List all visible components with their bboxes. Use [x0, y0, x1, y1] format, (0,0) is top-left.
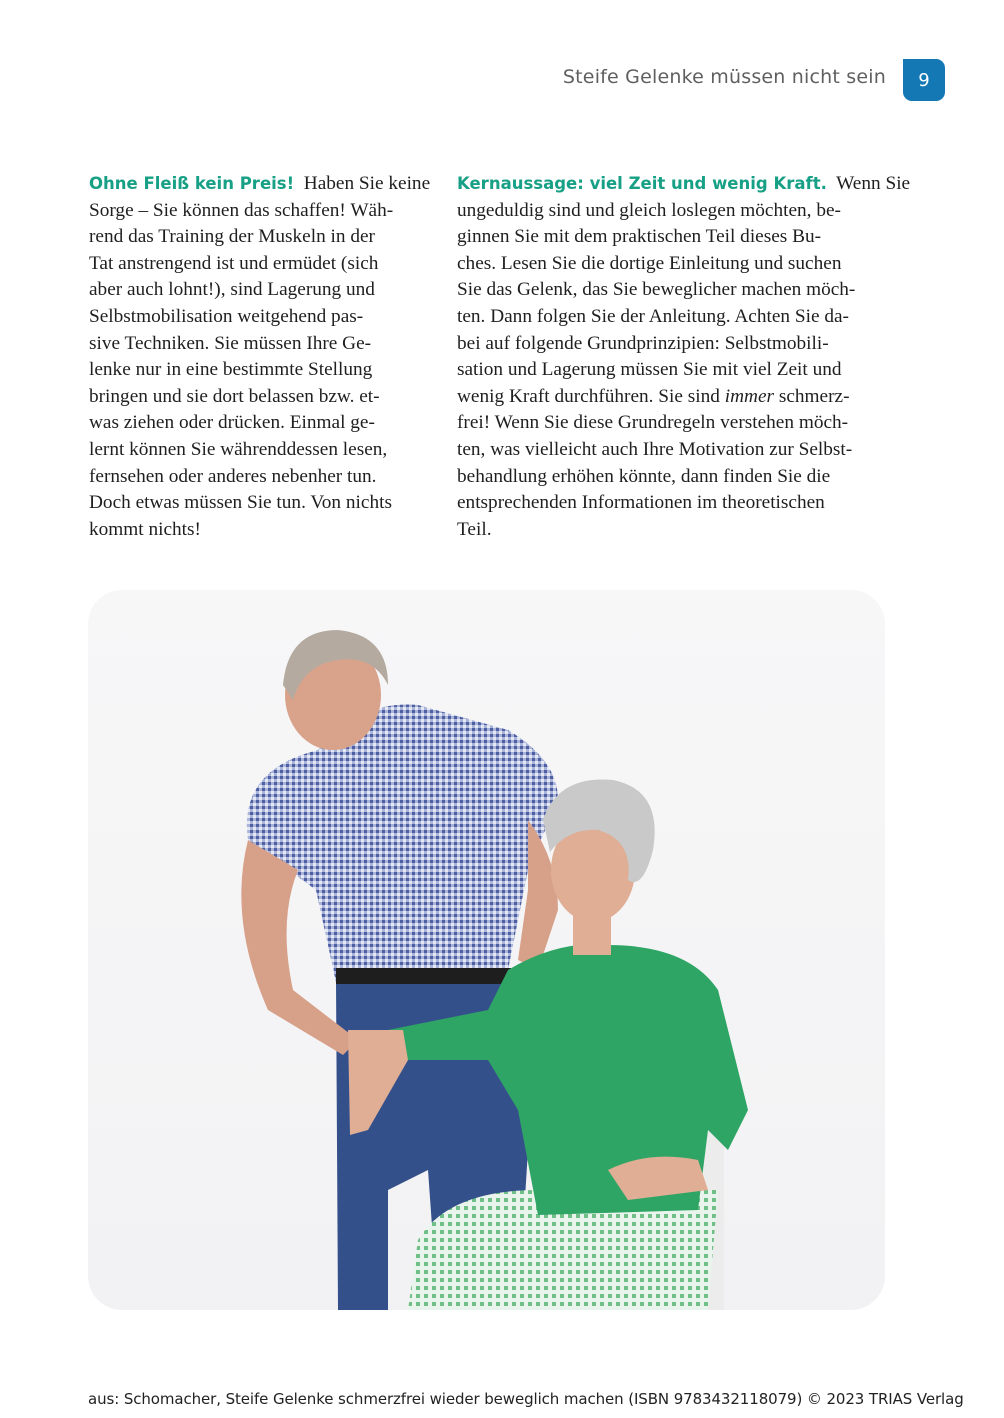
source-caption: aus: Schomacher, Steife Gelenke schmerzfrei wieder beweglich machen (ISBN 9783432118079) © 2023 TRIAS Verlag	[88, 1390, 964, 1408]
left-line: fernsehen oder anderes nebenher tun.	[89, 465, 377, 487]
right-line: ten. Dann folgen Sie der Anleitung. Achten Sie da-	[457, 305, 849, 327]
right-line-emphasis	[457, 384, 889, 411]
person-photo-icon	[88, 590, 885, 1310]
left-line-0: Haben Sie keine	[303, 173, 431, 194]
right-line: Sie das Gelenk, das Sie beweglicher machen möch-	[457, 279, 856, 301]
left-line: was ziehen oder drücken. Einmal ge-	[89, 412, 375, 434]
right-line: bei auf folgende Grundprinzipien: Selbstmobili-	[457, 332, 829, 354]
left-line: Doch etwas müssen Sie tun. Von nichts	[89, 492, 392, 514]
woman-neck	[573, 915, 611, 955]
left-line: aber auch lohnt!), sind Lagerung und	[89, 279, 375, 301]
left-line: lernt können Sie währenddessen lesen,	[89, 438, 388, 460]
right-line: ungeduldig sind und gleich loslegen möchten, be-	[457, 199, 841, 221]
right-line: ten, was vielleicht auch Ihre Motivation zur Selbst-	[457, 438, 853, 460]
therapy-photo	[88, 590, 885, 1310]
man-shirt	[247, 705, 558, 982]
left-heading: Ohne Fleiß kein Preis!	[89, 174, 295, 193]
left-line: Tat anstrengend ist und ermüdet (sich	[89, 252, 379, 274]
left-line: rend das Training der Muskeln in der	[89, 226, 375, 248]
right-line: behandlung erhöhen könnte, dann finden Sie die	[457, 465, 831, 487]
right-line: ginnen Sie mit dem praktischen Teil dieses Bu-	[457, 226, 822, 248]
left-line: lenke nur in eine bestimmte Stellung	[89, 359, 373, 381]
right-line-part: wenig Kraft durchführen. Sie sind	[457, 385, 720, 407]
man-belt	[336, 968, 511, 984]
left-line: sive Techniken. Sie müssen Ihre Ge-	[89, 332, 372, 354]
right-line: entsprechenden Informationen im theoretischen	[457, 492, 825, 514]
right-heading: Kernaussage: viel Zeit und wenig Kraft.	[457, 174, 827, 193]
right-line: frei! Wenn Sie diese Grundregeln verstehen möch-	[457, 412, 849, 434]
left-line: kommt nichts!	[89, 518, 201, 540]
right-line: Teil.	[457, 518, 492, 540]
left-line: bringen und sie dort belassen bzw. et-	[89, 385, 380, 407]
left-line: Sorge – Sie können das schaffen! Wäh-	[89, 199, 394, 221]
page-number-badge: 9	[903, 59, 945, 101]
left-line: Selbstmobilisation weitgehend pas-	[89, 305, 364, 327]
right-line-0: Wenn Sie	[836, 173, 911, 194]
right-first-line	[457, 171, 911, 198]
running-title: Steife Gelenke müssen nicht sein	[562, 66, 886, 88]
right-line: ches. Lesen Sie die dortige Einleitung und suchen	[457, 252, 842, 274]
right-column	[457, 171, 911, 543]
emphasis-word: immer	[724, 385, 775, 407]
right-line-part: schmerz-	[778, 385, 850, 407]
right-line: sation und Lagerung müssen Sie mit viel Zeit und	[457, 359, 842, 381]
